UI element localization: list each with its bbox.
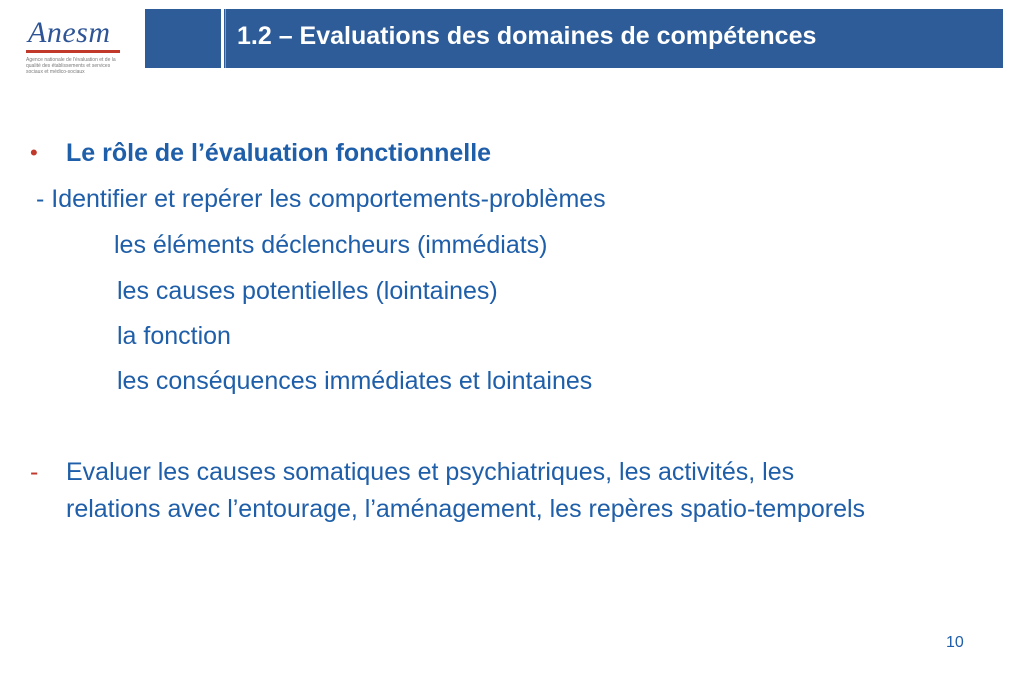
title-divider-shadow [225, 9, 226, 68]
page-number: 10 [946, 634, 964, 651]
sub-item: les conséquences immédiates et lointaines [117, 367, 593, 395]
dash-marker: - [30, 458, 39, 486]
bullet-heading: Le rôle de l’évaluation fonctionnelle [66, 139, 492, 167]
logo-wordmark: Anesm [28, 16, 111, 49]
sub-item: les éléments déclencheurs (immédiats) [114, 231, 548, 259]
list-item-evaluate-line-2: relations avec l’entourage, l’aménagement, les repères spatio-temporels [66, 495, 866, 523]
logo-underline [26, 50, 120, 53]
anesm-logo [22, 10, 132, 80]
sub-item: la fonction [117, 322, 231, 350]
slide-title: 1.2 – Evaluations des domaines de compétences [237, 22, 817, 50]
bullet-marker: • [30, 140, 38, 165]
list-item-evaluate-line-1: Evaluer les causes somatiques et psychiatriques, les activités, les [66, 458, 795, 486]
title-bar [145, 9, 1003, 68]
title-divider [221, 9, 224, 68]
logo-tagline: Agence nationale de l'évaluation et de la qualité des établissements et services sociaux et médico-sociaux [26, 57, 116, 75]
sub-item: les causes potentielles (lointaines) [117, 277, 498, 305]
list-item-identify: - Identifier et repérer les comportements-problèmes [36, 185, 606, 213]
